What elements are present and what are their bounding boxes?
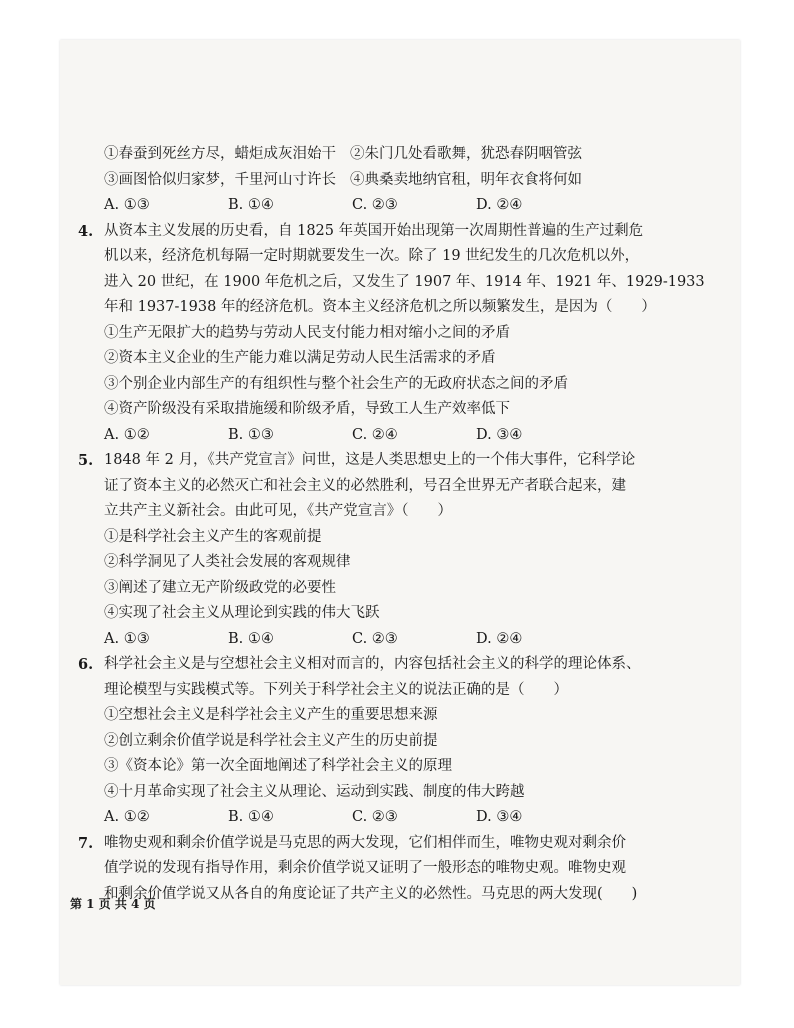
option-1: ①空想社会主义是科学社会主义产生的重要思想来源 xyxy=(104,707,438,723)
answer-a: A. ①③ xyxy=(104,630,150,647)
option-2: ②科学洞见了人类社会发展的客观规律 xyxy=(104,554,351,570)
answer-d: D. ②④ xyxy=(476,630,523,647)
answer-choices xyxy=(104,193,624,219)
option-4: ④实现了社会主义从理论到实践的伟大飞跃 xyxy=(104,605,380,621)
question-stem-line: 立共产主义新社会。由此可见，《共产党宣言》（ ） xyxy=(104,503,452,519)
option-1: ①春蚕到死丝方尽，蜡炬成灰泪始干 xyxy=(104,146,336,162)
question-number: 5. xyxy=(78,452,94,469)
answer-choices xyxy=(104,423,624,449)
answer-choices xyxy=(104,805,624,831)
answer-c: C. ②③ xyxy=(352,809,398,825)
option-1: ①生产无限扩大的趋势与劳动人民支付能力相对缩小之间的矛盾 xyxy=(104,324,510,341)
answer-b: B. ①④ xyxy=(228,630,274,647)
question-4 xyxy=(78,219,705,449)
answer-c: C. ②③ xyxy=(352,197,398,213)
option-3: ③阐述了建立无产阶级政党的必要性 xyxy=(104,579,336,596)
option-row xyxy=(104,168,624,194)
question-number: 6. xyxy=(78,656,94,673)
question-stem-line: 机以来，经济危机每隔一定时期就要发生一次。除了 19 世纪发生的几次危机以外， xyxy=(104,248,640,264)
page-footer: 第 1 页 共 4 页 xyxy=(70,897,156,911)
option-3: ③个别企业内部生产的有组织性与整个社会生产的无政府状态之间的矛盾 xyxy=(104,375,568,392)
answer-b: B. ①④ xyxy=(228,197,274,213)
option-row xyxy=(104,142,624,168)
answer-d: D. ②④ xyxy=(476,197,523,213)
answer-b: B. ①④ xyxy=(228,809,274,825)
question-5 xyxy=(78,448,636,652)
answer-d: D. ③④ xyxy=(476,426,523,443)
option-4: ④十月革命实现了社会主义从理论、运动到实践、制度的伟大跨越 xyxy=(104,783,525,800)
question-stem-line: 唯物史观和剩余价值学说是马克思的两大发现，它们相伴而生，唯物史观对剩余价 xyxy=(104,834,626,851)
question-stem-line: 从资本主义发展的历史看，自 1825 年英国开始出现第一次周期性普遍的生产过剩危 xyxy=(104,222,644,239)
question-number: 4. xyxy=(78,222,94,240)
answer-a: A. ①② xyxy=(104,809,150,825)
question-stem-line: 理论模型与实践模式等。下列关于科学社会主义的说法正确的是（ ） xyxy=(104,681,568,698)
option-3: ③《资本论》第一次全面地阐述了科学社会主义的原理 xyxy=(104,758,452,774)
answer-c: C. ②③ xyxy=(352,630,398,647)
answer-choices xyxy=(104,627,624,653)
question-6 xyxy=(78,652,641,831)
question-stem-line: 1848 年 2 月，《共产党宣言》问世，这是人类思想史上的一个伟大事件，它科学论 xyxy=(104,452,636,468)
option-1: ①是科学社会主义产生的客观前提 xyxy=(104,528,322,545)
question-stem-line: 值学说的发现有指导作用，剩余价值学说又证明了一般形态的唯物史观。唯物史观 xyxy=(104,860,626,876)
answer-d: D. ③④ xyxy=(476,809,523,825)
option-2: ②创立剩余价值学说是科学社会主义产生的历史前提 xyxy=(104,732,438,749)
question-stem-line: 年和 1937-1938 年的经济危机。资本主义经济危机之所以频繁发生，是因为（ ） xyxy=(104,299,656,315)
answer-a: A. ①③ xyxy=(104,197,150,213)
answer-a: A. ①② xyxy=(104,426,150,443)
answer-c: C. ②④ xyxy=(352,426,398,443)
answer-b: B. ①③ xyxy=(228,426,274,443)
question-number: 7. xyxy=(78,834,94,852)
question-stem-line: 进入 20 世纪，在 1900 年危机之后，又发生了 1907 年、1914 年、1921 年、1929-1933 xyxy=(104,273,705,290)
option-4: ④典桑卖地纳官租，明年衣食将何如 xyxy=(350,171,582,188)
option-2: ②朱门几处看歌舞，犹恐春阴咽管弦 xyxy=(350,146,582,162)
question-stem-line: 科学社会主义是与空想社会主义相对而言的，内容包括社会主义的科学的理论体系、 xyxy=(104,656,641,672)
question-stem-line: 和剩余价值学说又从各自的角度论证了共产主义的必然性。马克思的两大发现( ) xyxy=(104,885,638,902)
question-stem-line: 证了资本主义的必然灭亡和社会主义的必然胜利，号召全世界无产者联合起来，建 xyxy=(104,477,626,494)
option-4: ④资产阶级没有采取措施缓和阶级矛盾，导致工人生产效率低下 xyxy=(104,401,510,417)
option-3: ③画图恰似归家梦，千里河山寸许长 xyxy=(104,171,336,188)
option-2: ②资本主义企业的生产能力难以满足劳动人民生活需求的矛盾 xyxy=(104,350,496,366)
question-3-tail xyxy=(104,142,624,219)
